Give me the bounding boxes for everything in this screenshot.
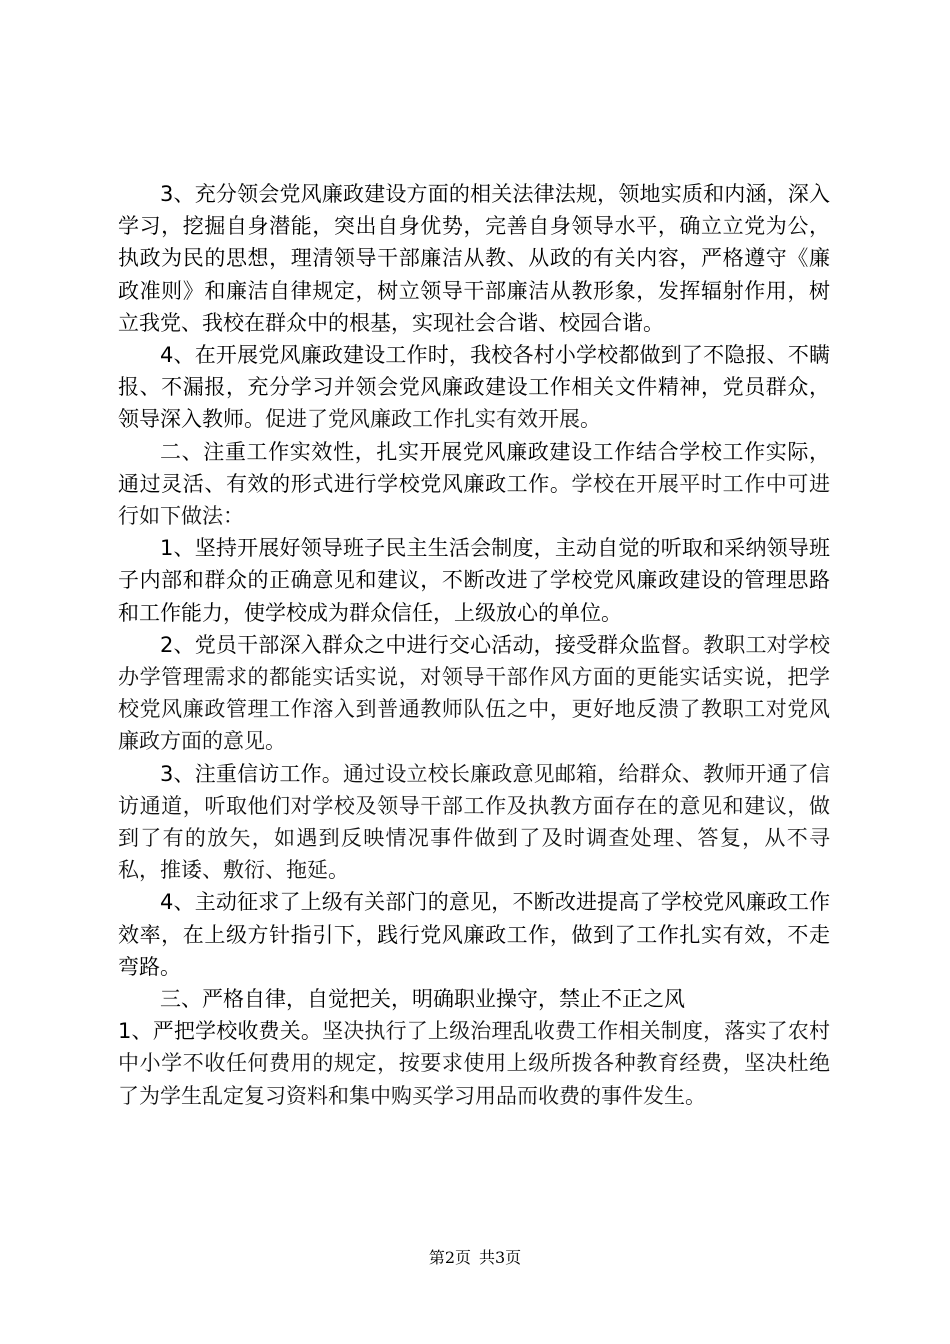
- paragraph-text: 1、严把学校收费关。: [118, 1019, 323, 1044]
- paragraph-text-light: 教职工对学校办学管理需求的都能实话实说，对领导干部作风方面的更能实话实说，把学校党风廉政管理工作溶入到普通教师队伍之中，更好地反溃了教职工对党风廉政方面的意见。: [118, 632, 831, 754]
- paragraph-text: 2、党员干部深入群众之中进行交心活动，接受群众监督。: [160, 632, 704, 657]
- paragraph-text: 3、充分领会党风廉政建设方面的相关法律法规，领地实质和内涵，深入学习，挖掘自身潜能，突出自身优势，完善自身领导水平，确立立党为公，执政为民的思想，理清领导干部廉洁从教、从政的有关内容，严格遵守《廉政准则》和廉洁自律规定，树立领导干部廉洁从教形象，发挥辐射作用，树立我党、我校在群众中的根基，实现社会合谐、校园合谐。: [118, 182, 830, 335]
- paragraph-text: 二、注重工作实效性，扎实开展党风廉政建设工作结合学校工作实际，通过灵活、有效的形式进行学校党风廉政工作。: [118, 439, 830, 496]
- paragraph: [118, 339, 830, 436]
- paragraph: [118, 629, 830, 758]
- paragraph: [118, 178, 830, 339]
- paragraph: [118, 983, 830, 1015]
- document-body: [118, 178, 830, 1112]
- paragraph-text: 3、注重信访工作。: [160, 761, 343, 786]
- paragraph-text-light: 促进了党风廉政工作扎实有效开展。: [265, 407, 601, 432]
- paragraph-text: 4、主动征求了上级有关部门的意见，不断改进提高了学校党风廉政工作效率，在上级方针指引下，践行党风廉政工作，做到了工作扎实有效，不走弯路。: [118, 890, 830, 979]
- page-total: 共3页: [479, 1248, 522, 1267]
- paragraph: [118, 436, 830, 533]
- page-number: 第2页: [428, 1248, 471, 1267]
- paragraph: [118, 886, 830, 983]
- paragraph-text-light: 坚决执行了上级治理乱收费工作相关制度，落实了农村中小学不收任何费用的规定，按要求使用上级所拨各种教育经费，坚决杜绝了为学生乱定复习资料和集中购买学习用品而收费的事件发生。: [118, 1019, 830, 1108]
- paragraph: [118, 532, 830, 629]
- paragraph-text: 4、在开展党风廉政建设工作时，我校各村小学校都做到了不隐报、不瞒报、不漏报，充分学习并领会党风廉政建设工作相关文件精神，党员群众，领导深入教师。: [118, 343, 830, 432]
- paragraph: [118, 758, 830, 887]
- paragraph: [118, 1015, 830, 1112]
- paragraph-text-light: 学校在开展平时工作中可进行如下做法：: [118, 471, 830, 529]
- paragraph-text: 1、坚持开展好领导班子民主生活会制度，主动自觉的听取和采纳领导班子内部和群众的正确意见和建议，不断改进了学校党风廉政建设的管理思路和工作能力，使学校成为群众信任，上级放心的单位。: [118, 536, 830, 625]
- page-footer: [0, 1245, 950, 1268]
- paragraph-text-light: 通过设立校长廉政意见邮箱，给群众、教师开通了信访通道，听取他们对学校及领导干部工作及执教方面存在的意见和建议，做到了有的放矢，如遇到反映情况事件做到了及时调查处理、答复，从不寻私，推诿、敷衍、拖延。: [118, 761, 830, 883]
- paragraph-text: 三、严格自律，自觉把关，明确职业操守，禁止不正之风: [160, 987, 685, 1012]
